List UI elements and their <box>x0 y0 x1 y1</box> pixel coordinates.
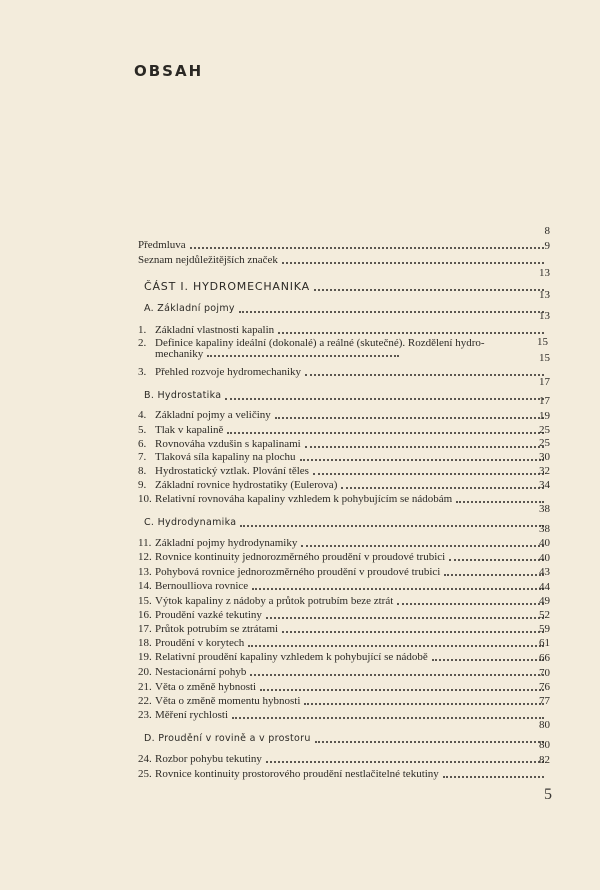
leader-dots <box>266 617 544 619</box>
leader-dots <box>282 262 544 264</box>
toc-entry-title: Rozbor pohybu tekutiny <box>155 753 262 765</box>
leader-dots <box>275 417 544 419</box>
toc-entry-page: 49 <box>539 595 550 607</box>
toc-entry-number: 7. <box>138 451 147 463</box>
toc-entry-page: 13 <box>539 289 550 301</box>
toc-entry-page: 76 <box>539 681 550 693</box>
leader-dots <box>250 674 544 676</box>
toc-entry-number: 4. <box>138 409 147 421</box>
toc-entry-title: Základní pojmy a veličiny <box>155 409 271 421</box>
toc-entry-title: Předmluva <box>138 239 186 251</box>
toc-entry-title: Rovnováha vzdušin s kapalinami <box>155 438 301 450</box>
toc-entry-number: 13. <box>138 566 152 578</box>
toc-entry-title: Tlak v kapalině <box>155 424 224 436</box>
toc-entry-number: 19. <box>138 651 152 663</box>
toc-entry-page: 40 <box>539 537 550 549</box>
page-number: 5 <box>544 786 552 803</box>
toc-entry-page: 66 <box>539 652 550 664</box>
toc-entry-page: 38 <box>539 503 550 515</box>
toc-entry-title: B. Hydrostatika <box>144 390 222 401</box>
toc-entry-number: 11. <box>138 537 152 549</box>
toc-entry-number: 9. <box>138 479 147 491</box>
toc-entry-title: A. Základní pojmy <box>144 303 235 314</box>
toc-entry-page: 15 <box>537 336 548 348</box>
toc-entry-number: 1. <box>138 324 147 336</box>
toc-entry-number: 3. <box>138 366 147 378</box>
toc-entry-page: 40 <box>539 552 550 564</box>
toc-entry-number: 8. <box>138 465 147 477</box>
toc-entry <box>138 352 550 379</box>
toc-entry-number: 2. <box>138 337 147 349</box>
toc-entry-title: Základní vlastnosti kapalin <box>155 324 275 336</box>
toc-entry-title: Základní rovnice hydrostatiky (Eulerova) <box>155 479 338 491</box>
leader-dots <box>305 374 544 376</box>
toc-entry-number: 15. <box>138 595 152 607</box>
toc-entry-title: mechaniky <box>155 348 204 360</box>
toc-entry-title: Průtok potrubím se ztrátami <box>155 623 279 635</box>
toc-entry-title: Základní pojmy hydrodynamiky <box>155 537 298 549</box>
toc-entry-page: 17 <box>539 376 550 388</box>
toc-entry-title: Proudění vazké tekutiny <box>155 609 262 621</box>
toc-entry-number: 25. <box>138 768 152 780</box>
toc-entry-page: 25 <box>539 437 550 449</box>
toc-entry-title: Věta o změně momentu hybnosti <box>155 695 301 707</box>
toc-entry-title: Hydrostatický vztlak. Plování těles <box>155 465 309 477</box>
toc-entry-page: 8 <box>544 225 550 237</box>
toc-entry <box>138 719 550 746</box>
toc-entry-title: Věta o změně hybnosti <box>155 681 257 693</box>
leader-dots <box>225 398 544 400</box>
leader-dots <box>313 473 544 475</box>
toc-entry-page: 80 <box>539 739 550 751</box>
toc-entry-number: 23. <box>138 709 152 721</box>
leader-dots <box>227 432 544 434</box>
toc-entry-title: ČÁST I. HYDROMECHANIKA <box>144 280 310 293</box>
toc-entry-title: Proudění v korytech <box>155 637 245 649</box>
toc-entry <box>138 739 550 766</box>
leader-dots <box>260 689 544 691</box>
toc-entry-title: Výtok kapaliny z nádoby a průtok potrubím beze ztrát <box>155 595 394 607</box>
leader-dots <box>239 311 544 313</box>
leader-dots <box>190 247 544 249</box>
leader-dots <box>443 776 544 778</box>
toc-entry-page: 9 <box>544 240 550 252</box>
toc-entry-number: 24. <box>138 753 152 765</box>
toc-entry-number: 14. <box>138 580 152 592</box>
toc-entry-page: 59 <box>539 623 550 635</box>
toc-entry-number: 6. <box>138 438 147 450</box>
toc-entry-title: C. Hydrodynamika <box>144 517 237 528</box>
toc-entry-title: Definice kapaliny ideální (dokonalé) a reálné (skutečné). Rozdělení hydro- <box>155 337 485 349</box>
leader-dots <box>207 355 399 357</box>
toc-entry-title: Rovnice kontinuity jednorozměrného proudění v proudové trubici <box>155 551 446 563</box>
toc-entry-title: D. Proudění v rovině a v prostoru <box>144 733 311 744</box>
toc-entry-title: Pohybová rovnice jednorozměrného proudění v proudové trubici <box>155 566 441 578</box>
toc-entry-page: 82 <box>539 754 550 766</box>
toc-entry-page: 70 <box>539 667 550 679</box>
toc-entry-page: 17 <box>539 395 550 407</box>
toc-heading: OBSAH <box>134 62 204 80</box>
toc-entry-number: 21. <box>138 681 152 693</box>
toc-entry-number: 17. <box>138 623 152 635</box>
toc-entry-page: 61 <box>539 637 550 649</box>
toc-entry-number: 5. <box>138 424 147 436</box>
leader-dots <box>266 761 544 763</box>
toc-entry-page: 44 <box>539 581 550 593</box>
toc-entry <box>138 225 550 252</box>
toc-entry-title: Měření rychlosti <box>155 709 229 721</box>
toc-entry-number: 22. <box>138 695 152 707</box>
toc-entry-number: 18. <box>138 637 152 649</box>
toc-entry-page: 77 <box>539 695 550 707</box>
toc-entry-number: 20. <box>138 666 152 678</box>
leader-dots <box>304 703 544 705</box>
toc-entry-title: Přehled rozvoje hydromechaniky <box>155 366 302 378</box>
leader-dots <box>432 659 544 661</box>
toc-entry-page: 13 <box>539 267 550 279</box>
toc-entry-page: 34 <box>539 479 550 491</box>
toc-entry-title: Seznam nejdůležitějších značek <box>138 254 278 266</box>
leader-dots <box>248 645 544 647</box>
toc-entry-page: 19 <box>539 410 550 422</box>
toc-entry-number: 12. <box>138 551 152 563</box>
toc-entry-page: 38 <box>539 523 550 535</box>
toc-entry-page: 15 <box>539 352 550 364</box>
toc-entry-page: 13 <box>539 310 550 322</box>
toc-entry-title: Tlaková síla kapaliny na plochu <box>155 451 296 463</box>
toc-entry-page: 32 <box>539 465 550 477</box>
toc-entry-page: 52 <box>539 609 550 621</box>
toc-entry-page: 30 <box>539 451 550 463</box>
leader-dots <box>252 588 544 590</box>
leader-dots <box>240 525 544 527</box>
toc-entry-page: 43 <box>539 566 550 578</box>
toc-entry-title: Relativní proudění kapaliny vzhledem k pohybující se nádobě <box>155 651 428 663</box>
leader-dots <box>282 631 544 633</box>
leader-dots <box>232 717 544 719</box>
toc-entry-title: Bernoulliova rovnice <box>155 580 249 592</box>
toc-entry-title: Relativní rovnováha kapaliny vzhledem k pohybujícím se nádobám <box>155 493 453 505</box>
toc-entry <box>138 289 550 316</box>
toc-entry <box>138 503 550 530</box>
toc-entry-page: 80 <box>539 719 550 731</box>
toc-entry <box>138 267 550 294</box>
leader-dots <box>300 459 544 461</box>
toc-entry-title: Rovnice kontinuity prostorového proudění nestlačitelné tekutiny <box>155 768 439 780</box>
toc-entry-page: 25 <box>539 424 550 436</box>
toc-entry-number: 16. <box>138 609 152 621</box>
leader-dots <box>301 545 544 547</box>
leader-dots <box>314 289 544 291</box>
leader-dots <box>397 603 544 605</box>
leader-dots <box>341 487 544 489</box>
toc-entry <box>138 376 550 403</box>
toc-entry-title: Nestacionární pohyb <box>155 666 247 678</box>
toc-entry-number: 10. <box>138 493 152 505</box>
leader-dots <box>315 741 544 743</box>
